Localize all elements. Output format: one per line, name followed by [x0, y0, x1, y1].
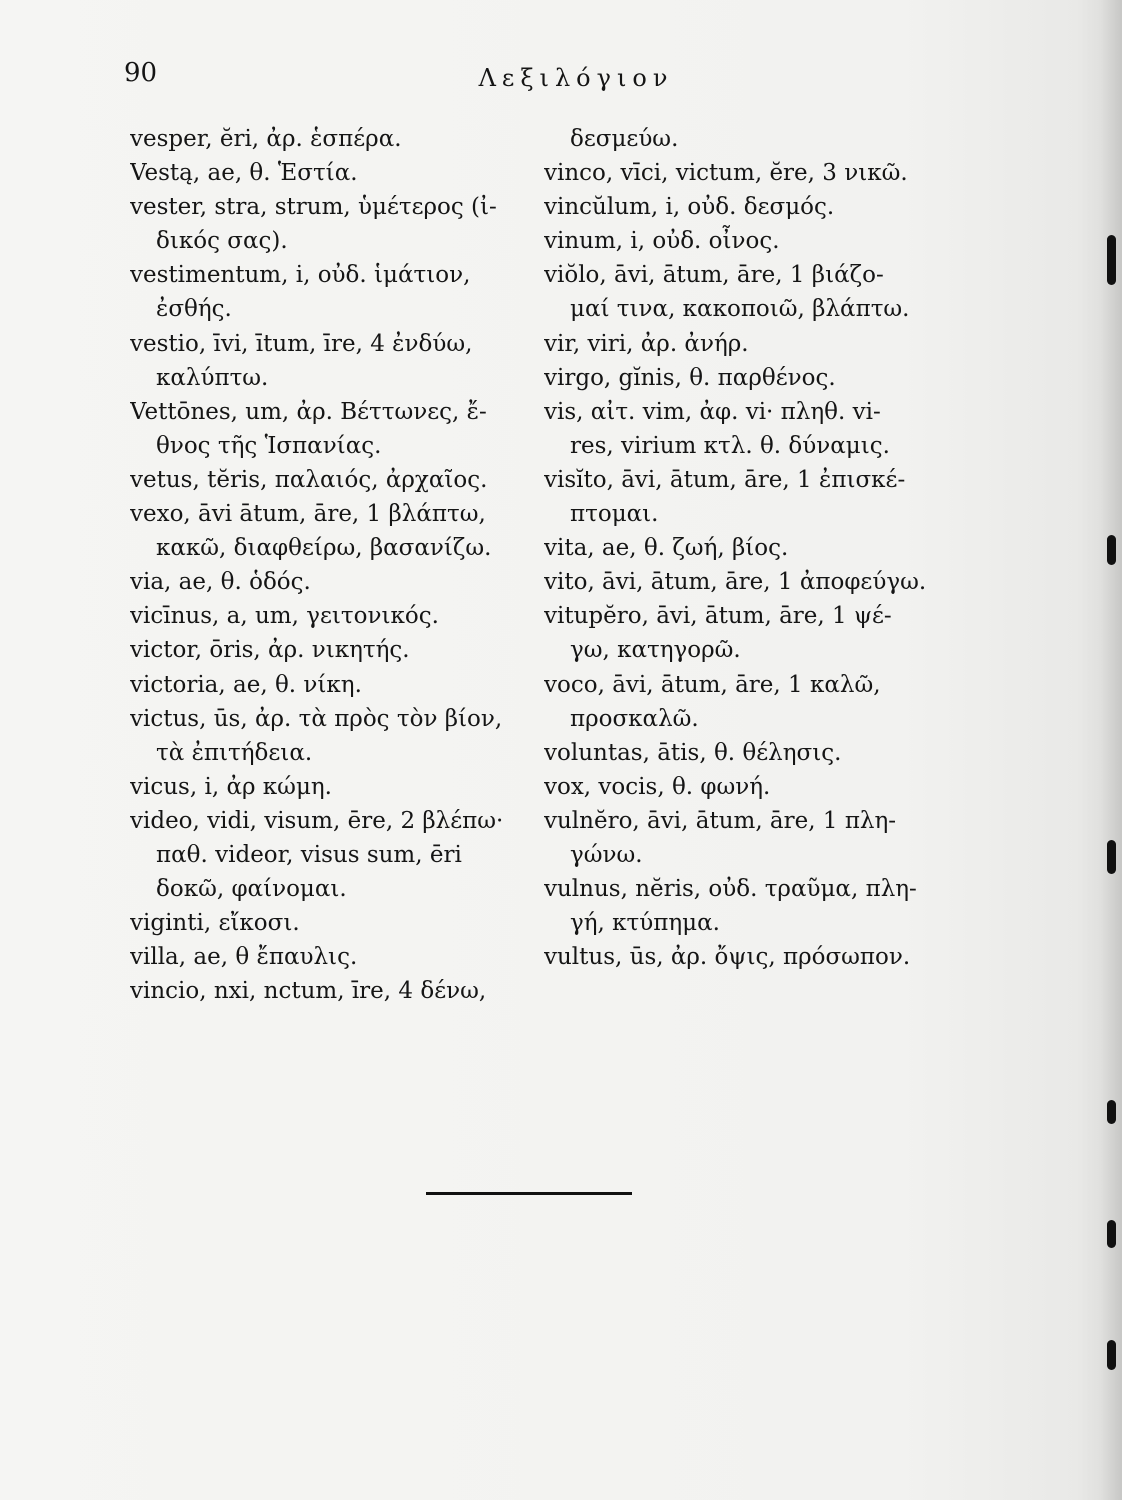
entry-line: Vestą, ae, θ. Ἑστία.: [130, 160, 358, 187]
entry-line: video, vidi, visum, ēre, 2 βλέπω·: [130, 807, 504, 834]
entry-line: vir, viri, ἀρ. ἀνήρ.: [544, 330, 749, 357]
entry-continuation-line: δικός σας).: [156, 228, 288, 255]
entry-continuation-line: μαί τινα, κακοποιῶ, βλάπτω.: [570, 296, 910, 323]
entry-line: vita, ae, θ. ζωή, βίος.: [544, 535, 789, 562]
entry-line: vox, vocis, θ. φωνή.: [544, 773, 771, 800]
entry-line: Vettōnes, um, ἀρ. Βέττωνες, ἔ-: [130, 398, 487, 425]
binding-mark: [1107, 1220, 1116, 1248]
entry-continuation-line: δεσμεύω.: [570, 126, 679, 152]
entry-line: vestio, īvi, ītum, īre, 4 ἐνδύω,: [130, 330, 473, 357]
entry-line: vito, āvi, ātum, āre, 1 ἀποφεύγω.: [544, 569, 927, 596]
entry-line: vinco, vīci, victum, ĕre, 3 νικῶ.: [544, 160, 908, 187]
entry-line: villa, ae, θ ἔπαυλις.: [130, 944, 358, 971]
entry-line: vincio, nxi, nctum, īre, 4 δένω,: [130, 978, 487, 1005]
binding-mark: [1107, 535, 1116, 565]
entry-line: virgo, gĭnis, θ. παρθένος.: [544, 364, 836, 391]
entry-line: vicus, i, ἀρ κώμη.: [130, 773, 332, 800]
binding-mark: [1107, 1340, 1116, 1370]
entry-continuation-line: τὰ ἐπιτήδεια.: [156, 739, 313, 766]
entry-line: victoria, ae, θ. νίκη.: [130, 671, 362, 698]
binding-shadow: [1100, 0, 1122, 1500]
right-column: [544, 122, 962, 974]
end-rule: [426, 1192, 632, 1195]
left-column: [130, 122, 530, 1008]
entry-line: viginti, εἴκοσι.: [130, 910, 300, 937]
entry-continuation-line: καλύπτω.: [156, 364, 269, 391]
binding-mark: [1107, 840, 1116, 874]
entry-continuation-line: θνος τῆς Ἱσπανίας.: [156, 432, 382, 459]
entry-line: vinum, i, οὐδ. οἶνος.: [544, 228, 780, 255]
entry-line: vexo, āvi ātum, āre, 1 βλάπτω,: [130, 501, 486, 528]
entry-continuation-line: γω, κατηγορῶ.: [570, 637, 741, 664]
entry-line: vis, αἰτ. vim, ἀφ. vi· πληθ. vi-: [544, 398, 881, 425]
entry-line: visĭto, āvi, ātum, āre, 1 ἐπισκέ-: [544, 466, 906, 493]
entry-line: voco, āvi, ātum, āre, 1 καλῶ,: [544, 671, 881, 698]
running-head-title: Λεξιλόγιον: [478, 64, 674, 92]
entry-continuation-line: παθ. videor, visus sum, ēri: [156, 841, 462, 868]
entry-line: vesper, ĕri, ἀρ. ἑσπέρα.: [130, 126, 402, 152]
entry-line: via, ae, θ. ὁδός.: [130, 569, 311, 596]
entry-line: vitupĕro, āvi, ātum, āre, 1 ψέ-: [544, 603, 892, 630]
entry-continuation-line: ἐσθής.: [156, 296, 232, 323]
entry-line: victus, ūs, ἀρ. τὰ πρὸς τὸν βίον,: [130, 705, 503, 732]
binding-mark: [1107, 235, 1116, 285]
entry-continuation-line: γώνω.: [570, 841, 643, 868]
entry-line: vetus, tĕris, παλαιός, ἀρχαῖος.: [130, 466, 488, 493]
entry-continuation-line: πτομαι.: [570, 501, 659, 528]
entry-line: vestimentum, i, οὐδ. ἱμάτιον,: [130, 262, 471, 289]
entry-continuation-line: γή, κτύπημα.: [570, 910, 720, 937]
entry-line: vulnus, nĕris, οὐδ. τραῦμα, πλη-: [544, 876, 917, 903]
page-number: 90: [124, 58, 158, 88]
entry-line: vester, stra, strum, ὑμέτερος (ἰ-: [130, 194, 497, 221]
entry-line: vincŭlum, i, οὐδ. δεσμός.: [544, 194, 835, 221]
entry-line: vultus, ūs, ἀρ. ὄψις, πρόσωπον.: [544, 944, 911, 971]
entry-line: vicīnus, a, um, γειτονικός.: [130, 603, 439, 630]
entry-continuation-line: δοκῶ, φαίνομαι.: [156, 876, 347, 903]
entry-line: voluntas, ātis, θ. θέλησις.: [544, 739, 842, 766]
entry-continuation-line: προσκαλῶ.: [570, 705, 699, 732]
binding-mark: [1107, 1100, 1116, 1124]
entry-line: vulnĕro, āvi, ātum, āre, 1 πλη-: [544, 807, 897, 834]
entry-line: victor, ōris, ἀρ. νικητής.: [130, 637, 410, 664]
entry-continuation-line: κακῶ, διαφθείρω, βασανίζω.: [156, 535, 492, 562]
entry-continuation-line: res, virium κτλ. θ. δύναμις.: [570, 432, 890, 459]
entry-line: viŏlo, āvi, ātum, āre, 1 βιάζο-: [544, 262, 884, 289]
